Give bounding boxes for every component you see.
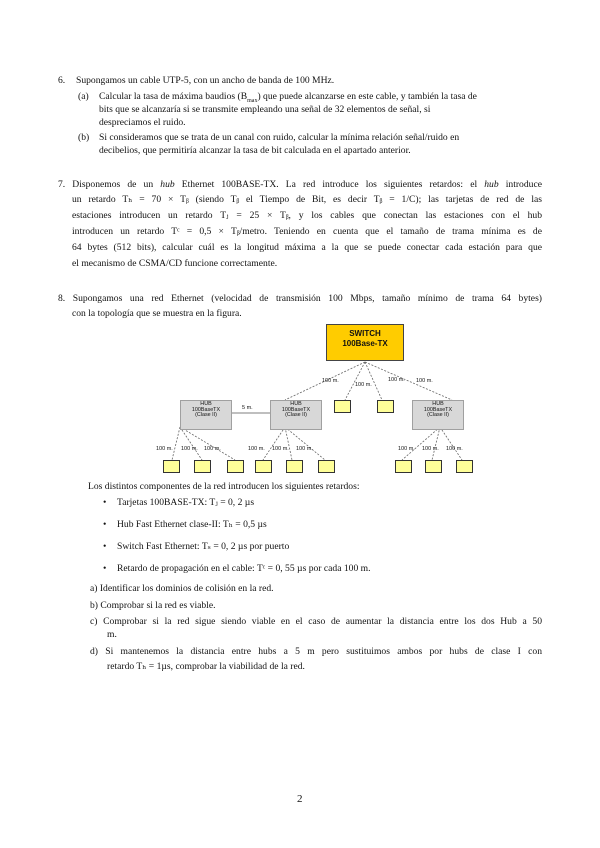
- cable-label: 100 m.: [156, 446, 173, 452]
- q6-a-label: (a): [78, 91, 89, 102]
- cable-label: 100 m.: [416, 378, 433, 384]
- bullet-2: Hub Fast Ethernet clase-II: Tₕ = 0,5 µs: [117, 519, 267, 530]
- hub-2: [270, 400, 322, 430]
- station: [227, 460, 244, 473]
- cable-label: 100 m.: [388, 377, 405, 383]
- bullet-1: Tarjetas 100BASE-TX: Tⱼ = 0, 2 µs: [117, 497, 255, 508]
- q7-line1: 7. Disponemos de un hub Ethernet 100BASE-TX. La red introduce los siguientes retardos: el hub introduce: [58, 179, 542, 190]
- cable-label: 100 m.: [296, 446, 313, 452]
- q8-a: a) Identificar los dominios de colisión en la red.: [90, 583, 274, 594]
- q6-b-line1: Si consideramos que se trata de un canal con ruido, calcular la mínima relación señal/ruido en: [99, 132, 460, 143]
- q8-line1: 8. Supongamos una red Ethernet (velocidad de transmisión 100 Mbps, tamaño mínimo de trama 64 bytes): [58, 293, 542, 304]
- hub-2-l2: 100BaseTX: [281, 406, 311, 413]
- q8-intro: Los distintos componentes de la red introducen los siguientes retardos:: [88, 481, 360, 492]
- station-switch-2: [377, 400, 394, 413]
- station: [425, 460, 442, 473]
- q8-d-line1: d) Si mantenemos la distancia entre hubs a 5 m pero sustituimos ambos por hubs de clase I con: [90, 646, 542, 657]
- hub-1: [180, 400, 232, 430]
- bullet-3: Switch Fast Ethernet: Tₛ = 0, 2 µs por puerto: [117, 541, 290, 552]
- q6-b-label: (b): [78, 132, 90, 143]
- hub-3: [412, 400, 464, 430]
- switch-label-1: SWITCH: [349, 329, 381, 338]
- cable-label: 100 m.: [181, 446, 198, 452]
- station: [318, 460, 335, 473]
- bullet-dot: •: [103, 519, 107, 530]
- hub-3-l1: HUB: [432, 401, 444, 407]
- q7-line2: un retardo Tₕ = 70 × Tᵦ (siendo Tᵦ el Tiempo de Bit, es decir Tᵦ = 1/C); las tarjetas de red de las: [72, 194, 542, 205]
- hub-1-l2: 100BaseTX: [191, 406, 221, 413]
- cable-label: 100 m.: [398, 446, 415, 452]
- q6-a-line3: despreciamos el ruido.: [99, 117, 186, 128]
- cable-label: 100 m.: [422, 446, 439, 452]
- cable-label: 100 m.: [355, 382, 372, 388]
- switch-label-2: 100Base-TX: [342, 338, 388, 348]
- hub-1-l3: (Clase II): [195, 412, 217, 419]
- q6-text: Supongamos un cable UTP-5, con un ancho de banda de 100 MHz.: [76, 75, 335, 86]
- q8-c-line2: m.: [107, 629, 117, 640]
- bullet-4: Retardo de propagación en el cable: Tᶜ = 0, 55 µs por cada 100 m.: [117, 563, 371, 574]
- q6-a-line2: bits que se alcanzaría si se transmite empleando una señal de 32 elementos de señal, si: [99, 104, 431, 115]
- q7-line6: el mecanismo de CSMA/CD funcione correctamente.: [72, 258, 278, 269]
- cable-label: 100 m.: [204, 446, 221, 452]
- q6-number: 6.: [58, 75, 66, 86]
- cable-label: 100 m.: [322, 378, 339, 384]
- station: [286, 460, 303, 473]
- station: [163, 460, 180, 473]
- cable-label: 100 m.: [248, 446, 265, 452]
- q7-line3: estaciones introducen un retardo Tⱼ = 25 × Tᵦ, y los cables que conectan las estaciones con el hub: [72, 210, 542, 221]
- bullet-dot: •: [103, 541, 107, 552]
- station: [194, 460, 211, 473]
- q8-b: b) Comprobar si la red es viable.: [90, 600, 216, 611]
- q6-b-line2: decibelios, que permitiría alcanzar la tasa de bit calculada en el apartado anterior.: [99, 145, 411, 156]
- q6-a-line1: Calcular la tasa de máxima baudios $(B_{max})$ que puede alcanzarse en este cable, y también la tasa de: [99, 91, 477, 104]
- hub-3-l3: (Clase II): [427, 412, 449, 419]
- cable-label: 100 m.: [446, 446, 463, 452]
- q8-d-line2: retardo Tₕ = 1µs, comprobar la viabilidad de la red.: [107, 661, 305, 672]
- bullet-dot: •: [103, 563, 107, 574]
- switch-box: [326, 324, 404, 361]
- q7-line4: introducen un retardo Tᶜ = 0,5 × Tᵦ/metro. Teniendo en cuenta que el tamaño de trama mínima es de: [72, 226, 542, 237]
- hub-2-l3: (Clase II): [285, 412, 307, 419]
- station: [395, 460, 412, 473]
- q7-line5: 64 bytes (512 bits), calcular cuál es la longitud máxima a la que se puede conectar cada estación para que: [72, 242, 542, 253]
- station-switch-1: [334, 400, 351, 413]
- bullet-dot: •: [103, 497, 107, 508]
- cable-label: 100 m.: [272, 446, 289, 452]
- station: [255, 460, 272, 473]
- hub-1-l1: HUB: [200, 401, 212, 407]
- station: [456, 460, 473, 473]
- hub-link-label: 5 m.: [242, 405, 253, 411]
- hub-2-l1: HUB: [290, 401, 302, 407]
- hub-3-l2: 100BaseTX: [423, 406, 453, 413]
- page-number: 2: [297, 793, 303, 805]
- q8-line2: con la topología que se muestra en la figura.: [72, 308, 242, 319]
- q8-c-line1: c) Comprobar si la red sigue siendo viable en el caso de aumentar la distancia entre los dos Hub a 50: [90, 616, 542, 627]
